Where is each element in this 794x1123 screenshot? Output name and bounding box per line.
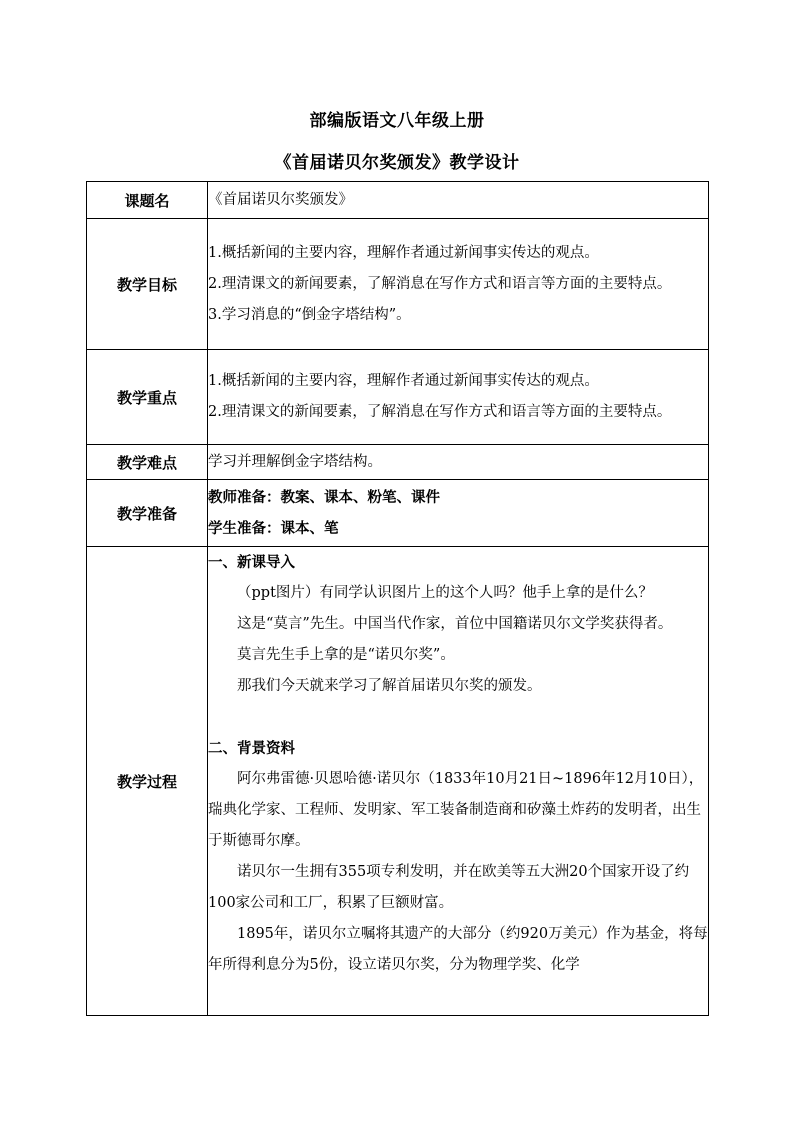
process-label: 教学过程 [87,547,208,1016]
objective-item: 1.概括新闻的主要内容，理解作者通过新闻事实传达的观点。 [208,244,599,261]
key-point-item: 1.概括新闻的主要内容，理解作者通过新闻事实传达的观点。 [208,373,599,389]
lesson-plan-table [86,181,709,1016]
key-point-item: 2.理清课文的新闻要素，了解消息在写作方式和语言等方面的主要特点。 [208,404,672,420]
process-paragraph: 这是“莫言”先生。中国当代作家，首位中国籍诺贝尔文学奖获得者。 [237,616,673,632]
objective-item: 2.理清课文的新闻要素，了解消息在写作方式和语言等方面的主要特点。 [208,275,672,292]
row-process [87,547,709,1016]
teacher-preparation: 教师准备：教案、课本、粉笔、课件 [208,489,440,506]
blank-line [208,702,708,733]
objective-item: 3.学习消息的“倒金字塔结构”。 [208,306,411,323]
preparation-label: 教学准备 [87,480,208,547]
difficulty-value: 学习并理解倒金字塔结构。 [208,445,709,480]
difficulty-label: 教学难点 [87,445,208,480]
topic-label: 课题名 [87,182,208,219]
key-points-label: 教学重点 [87,350,208,445]
key-points-content [208,350,709,445]
process-paragraph: 莫言先生手上拿的是“诺贝尔奖”。 [237,647,455,663]
section-heading: 二、背景资料 [208,740,295,757]
section-heading: 一、新课导入 [208,554,295,571]
student-preparation: 学生准备：课本、笔 [208,520,339,537]
document-subtitle: 《首届诺贝尔奖颁发》教学设计 [274,153,520,173]
process-paragraph: 那我们今天就来学习了解首届诺贝尔奖的颁发。 [237,678,542,694]
preparation-content [208,480,709,547]
objectives-content [208,219,709,350]
row-difficulty [87,445,709,480]
topic-value: 《首届诺贝尔奖颁发》 [208,182,709,219]
row-key-points [87,350,709,445]
process-paragraph: 1895年，诺贝尔立嘱将其遗产的大部分（约920万美元）作为基金，将每年所得利息分为5份，设立诺贝尔奖，分为物理学奖、化学 [208,926,708,973]
process-paragraph: 诺贝尔一生拥有355项专利发明，并在欧美等五大洲20个国家开设了约100家公司和工厂，积累了巨额财富。 [208,864,690,911]
process-paragraph: 阿尔弗雷德·贝恩哈德·诺贝尔（1833年10月21日~1896年12月10日），瑞典化学家、工程师、发明家、军工装备制造商和矽藻土炸药的发明者，出生于斯德哥尔摩。 [208,771,704,849]
document-title: 部编版语文八年级上册 [309,111,485,131]
process-content [208,547,709,1016]
row-objectives [87,219,709,350]
process-text [208,547,708,1008]
row-preparation [87,480,709,547]
process-paragraph: （ppt图片）有同学认识图片上的这个人吗？他手上拿的是什么？ [237,585,653,601]
row-topic [87,182,709,219]
objectives-label: 教学目标 [87,219,208,350]
